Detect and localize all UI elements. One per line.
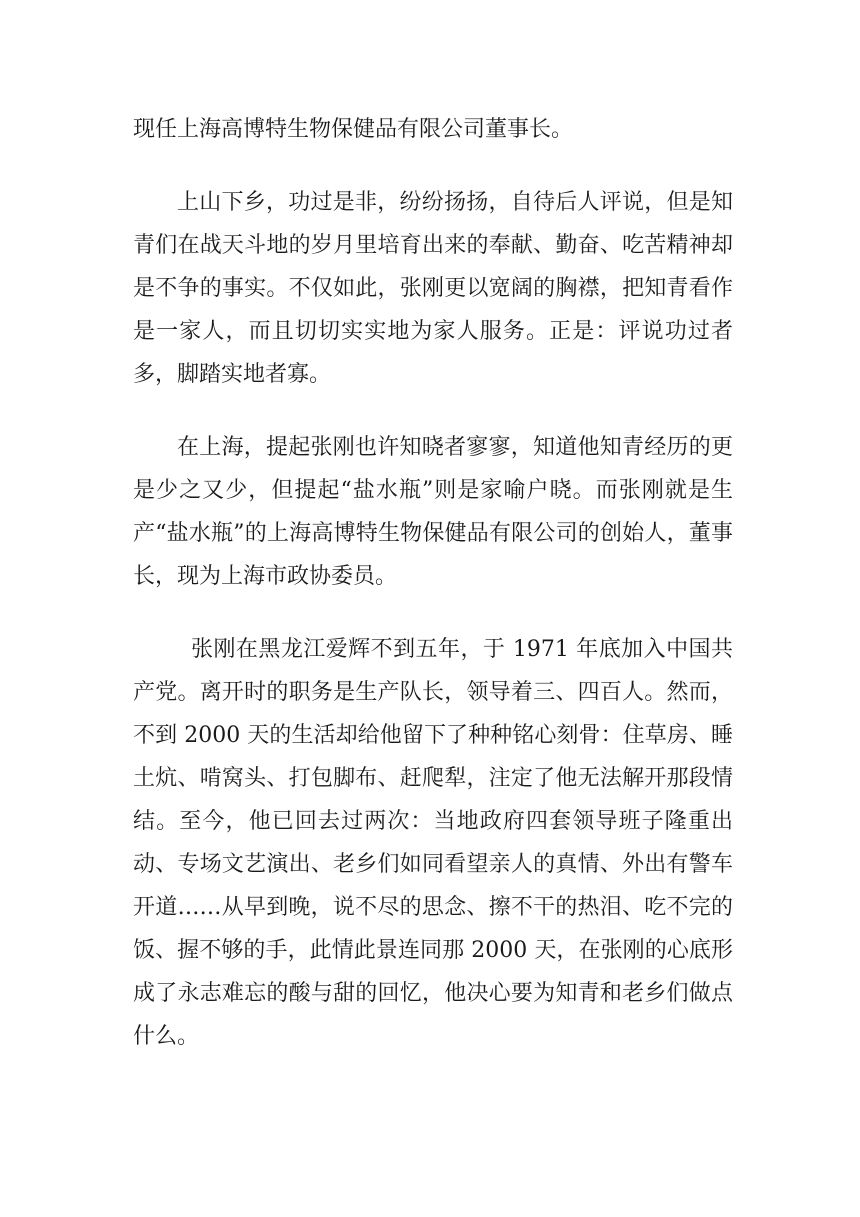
- paragraph-3: 在上海，提起张刚也许知晓者寥寥，知道他知青经历的更是少之又少，但提起“盐水瓶”则是家喻户晓。而张刚就是生产“盐水瓶”的上海高博特生物保健品有限公司的创始人，董事长，现为上海市政协委员。: [133, 435, 733, 589]
- paragraph-2: 上山下乡，功过是非，纷纷扬扬，自待后人评说，但是知青们在战天斗地的岁月里培育出来的奉献、勤奋、吃苦精神却是不争的事实。不仅如此，张刚更以宽阔的胸襟，把知青看作是一家人，而且切切实实地为家人服务。正是：评说功过者多，脚踏实地者寡。: [133, 190, 733, 387]
- body-text: [133, 108, 733, 1088]
- paragraph-4: 张刚在黑龙江爱辉不到五年，于 1971 年底加入中国共产党。离开时的职务是生产队长，领导着三、四百人。然而，不到 2000 天的生活却给他留下了种种铭心刻骨：住草房、睡土炕、啃窝头、打包脚布、赶爬犁，注定了他无法解开那段情结。至今，他已回去过两次：当地政府四套领导班子隆重出动、专场文艺演出、老乡们如同看望亲人的真情、外出有警车开道……从早到晚，说不尽的思念、擦不干的热泪、吃不完的饭、握不够的手，此情此景连同那 2000 天，在张刚的心底形成了永志难忘的酸与甜的回忆，他决心要为知青和老乡们做点什么。: [133, 637, 733, 1049]
- paragraph-1: 现任上海高博特生物保健品有限公司董事长。: [133, 117, 574, 142]
